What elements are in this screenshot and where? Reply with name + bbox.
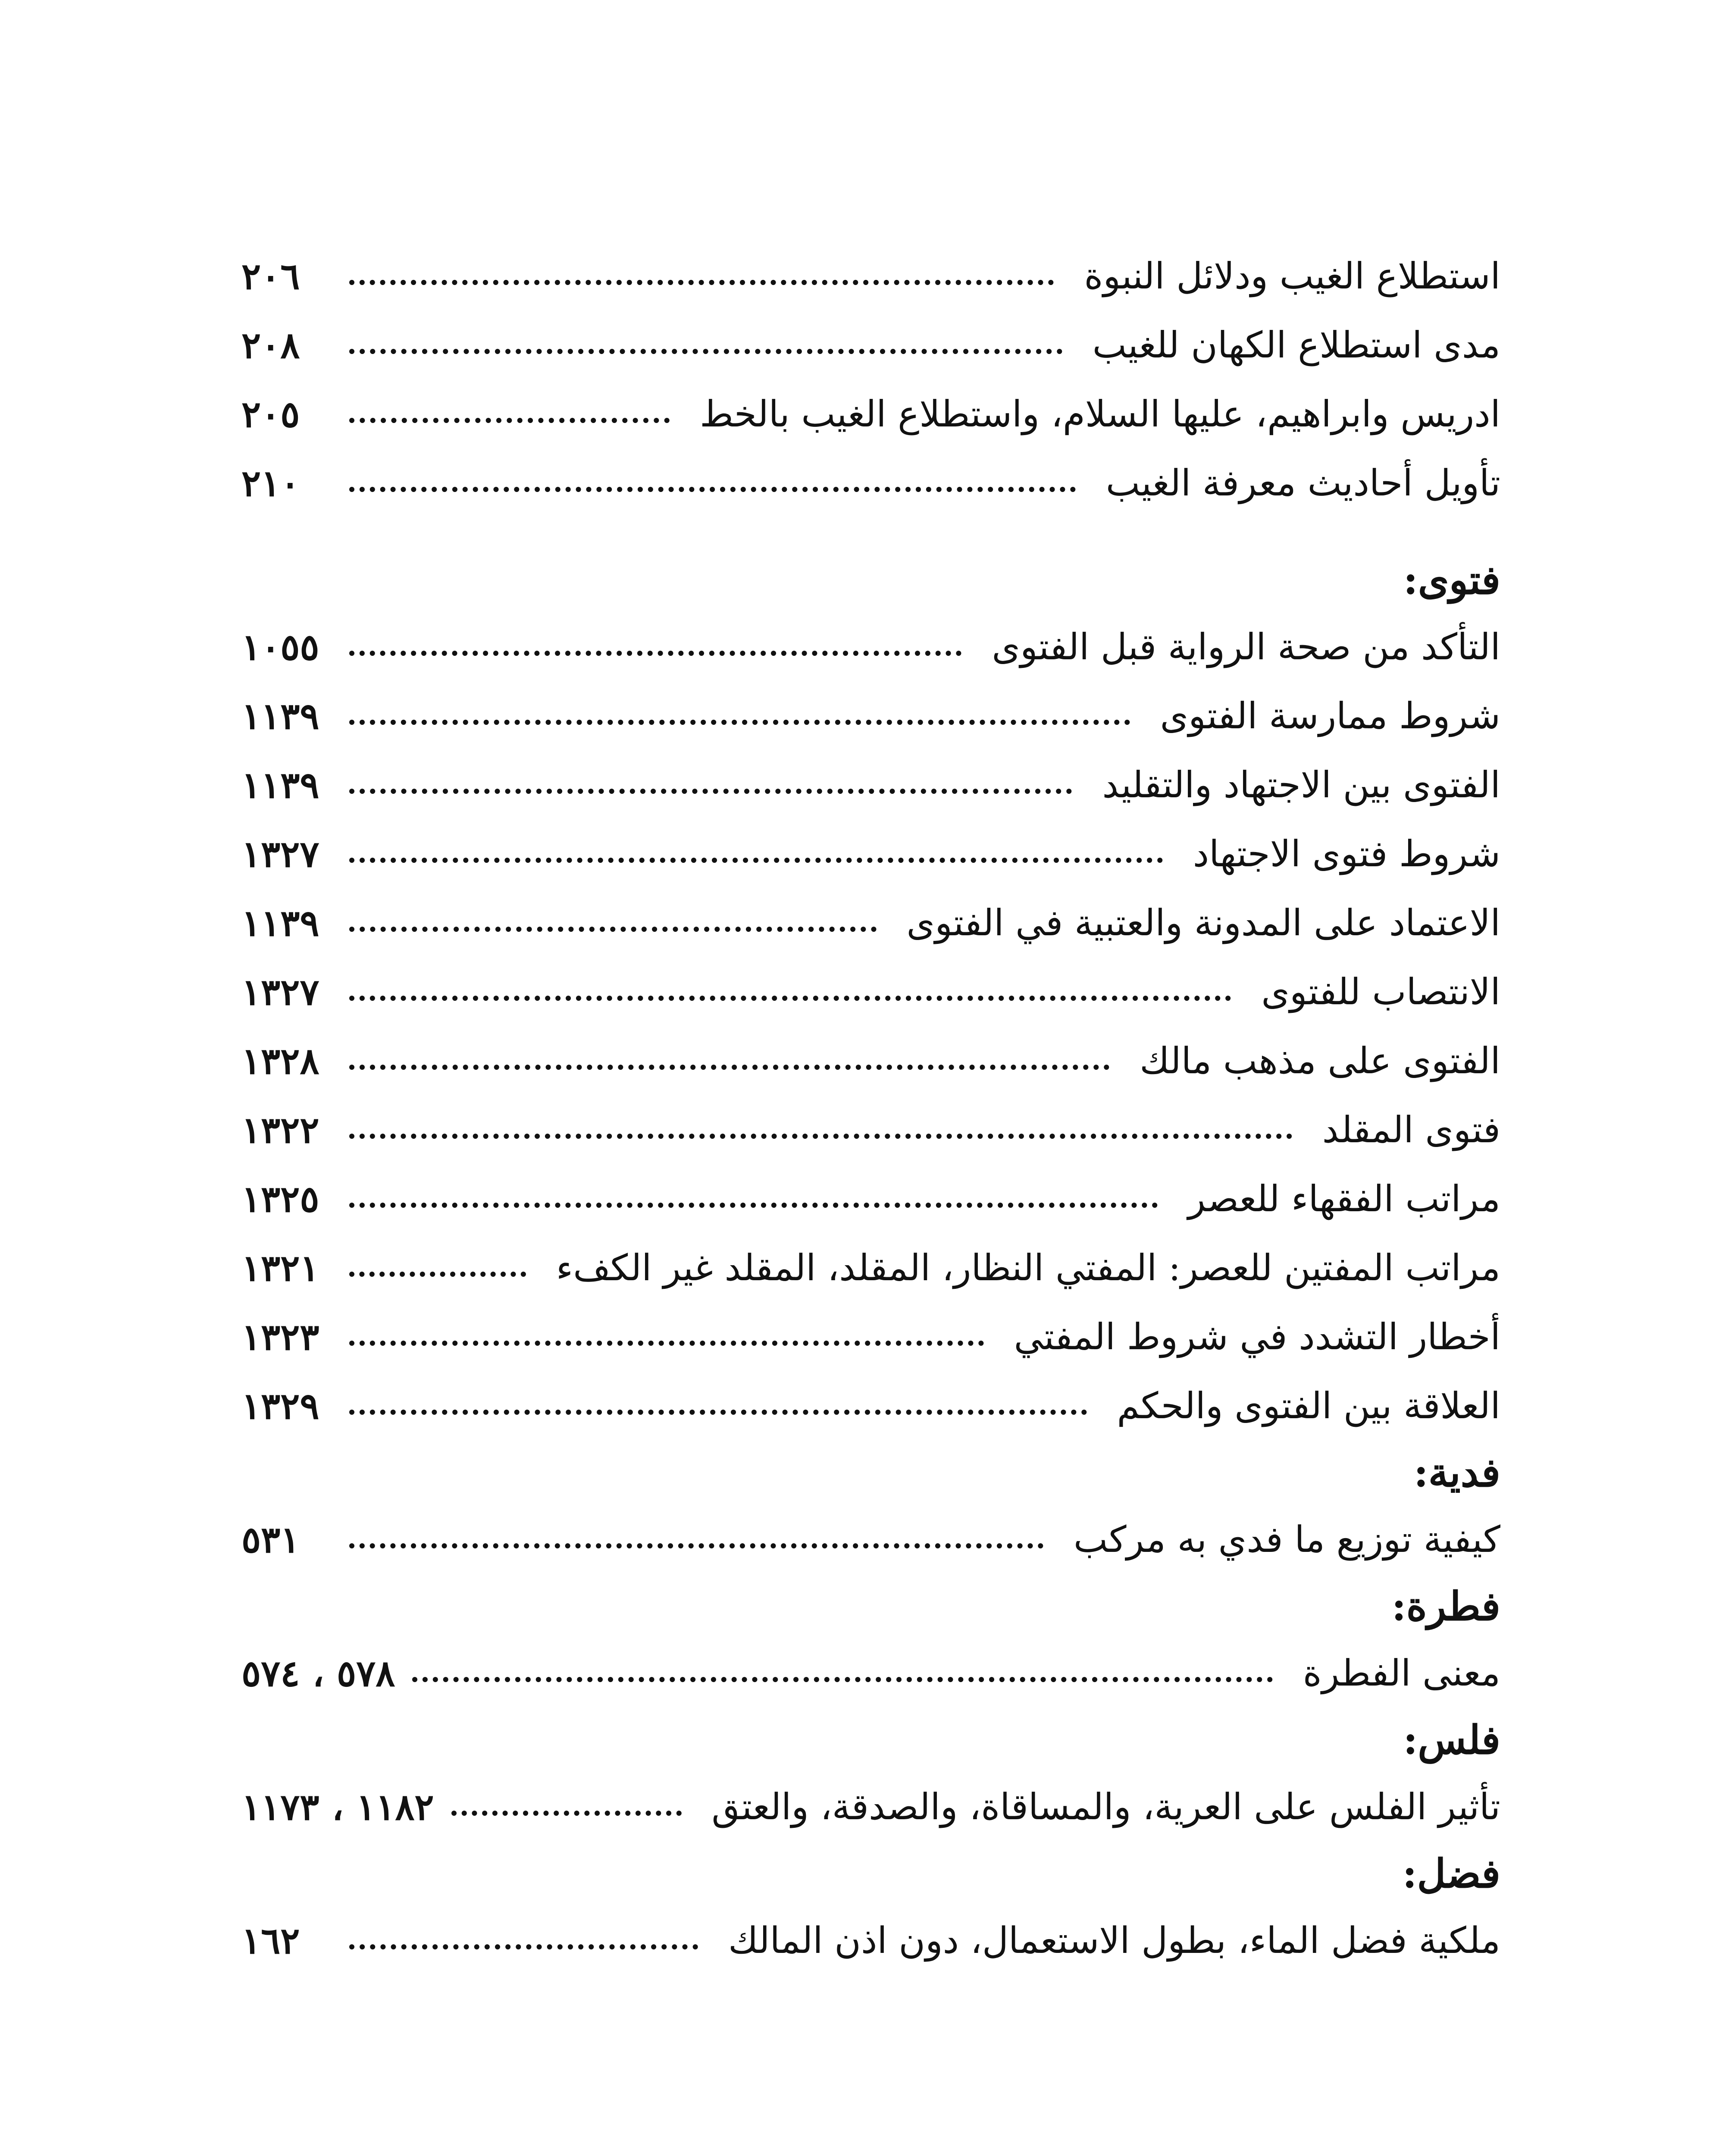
index-entry [241, 379, 1500, 448]
dot-leader [349, 1543, 1043, 1548]
entry-title: مراتب الفقهاء للعصر [1188, 1178, 1500, 1220]
dot-leader [349, 720, 1130, 725]
entry-title: مراتب المفتين للعصر: المفتي النظار، المقلد، المقلد غير الكفء [556, 1247, 1500, 1289]
entry-pages: ١١٨٢ ، ١١٧٣ [241, 1785, 434, 1828]
intro-entries [241, 241, 1500, 517]
entry-pages: ١١٣٩ [241, 694, 319, 737]
entry-title: شروط ممارسة الفتوى [1160, 695, 1500, 737]
index-entry [241, 888, 1500, 957]
section-heading: فدية: [1413, 1449, 1500, 1496]
dot-leader [349, 1134, 1292, 1139]
dot-leader [349, 1065, 1109, 1070]
section-heading: فتوى: [1403, 557, 1500, 603]
section-heading: فطرة: [1391, 1583, 1500, 1630]
section-fals [241, 1708, 1500, 1841]
entry-title: كيفية توزيع ما فدي به مركب [1074, 1518, 1500, 1561]
dot-leader [349, 927, 877, 932]
index-entry [241, 1371, 1500, 1440]
entry-pages: ١٣٢٢ [241, 1108, 319, 1151]
entry-pages: ١٣٢٩ [241, 1384, 319, 1427]
dot-leader [349, 1944, 698, 1949]
entry-title: تأثير الفلس على العرية، والمساقاة، والصدقة، والعتق [711, 1786, 1500, 1828]
dot-leader [349, 1272, 526, 1277]
dot-leader [451, 1811, 682, 1816]
entry-pages: ٢٠٥ [241, 392, 300, 436]
entry-pages: ٢٠٨ [241, 323, 300, 367]
entry-title: العلاقة بين الفتوى والحكم [1117, 1385, 1500, 1427]
entry-title: تأويل أحاديث معرفة الغيب [1105, 462, 1500, 504]
index-entry [241, 819, 1500, 888]
entry-pages: ١١٣٩ [241, 763, 319, 806]
section-fitra [241, 1574, 1500, 1708]
entry-pages: ٢٠٦ [241, 254, 300, 298]
index-entry [241, 1906, 1500, 1975]
entry-title: مدى استطلاع الكهان للغيب [1092, 324, 1500, 366]
entry-title: ملكية فضل الماء، بطول الاستعمال، دون اذن المالك [728, 1919, 1500, 1962]
entry-title: التأكد من صحة الرواية قبل الفتوى [992, 626, 1500, 668]
index-entry [241, 310, 1500, 379]
entry-pages: ١٣٢٥ [241, 1177, 319, 1220]
entry-title: الفتوى بين الاجتهاد والتقليد [1102, 764, 1500, 806]
entry-pages: ١١٣٩ [241, 901, 319, 944]
entry-title: الاعتماد على المدونة والعتبية في الفتوى [906, 902, 1500, 944]
index-entry [241, 1095, 1500, 1164]
index-entry [241, 1639, 1500, 1708]
dot-leader [349, 858, 1163, 863]
section-fadl [241, 1841, 1500, 1975]
index-entry [241, 241, 1500, 310]
entry-pages: ١٣٢٣ [241, 1315, 319, 1358]
index-entry [241, 612, 1500, 681]
index-entry [241, 1505, 1500, 1574]
entry-pages: ١٦٢ [241, 1919, 300, 1962]
index-entry [241, 1026, 1500, 1095]
dot-leader [349, 487, 1076, 492]
entry-pages: ١٣٢٧ [241, 832, 319, 875]
entry-pages: ١٣٢٧ [241, 970, 319, 1013]
entry-pages: ١٠٥٥ [241, 625, 319, 668]
entry-pages: ٥٧٨ ، ٥٧٤ [241, 1651, 395, 1695]
entry-pages: ٥٣١ [241, 1518, 300, 1561]
entry-title: الانتصاب للفتوى [1261, 971, 1500, 1013]
dot-leader [349, 1341, 984, 1346]
dot-leader [349, 1203, 1158, 1208]
entry-title: الفتوى على مذهب مالك [1140, 1040, 1500, 1082]
dot-leader [349, 418, 670, 423]
entry-pages: ١٣٢١ [241, 1246, 319, 1289]
section-fidya [241, 1440, 1500, 1574]
dot-leader [412, 1677, 1272, 1682]
section-fatwa [241, 548, 1500, 1440]
entry-title: ادريس وابراهيم، عليها السلام، واستطلاع الغيب بالخط [700, 393, 1500, 435]
index-entry [241, 1772, 1500, 1841]
entry-pages: ١٣٢٨ [241, 1039, 319, 1082]
entry-title: أخطار التشدد في شروط المفتي [1014, 1316, 1500, 1358]
dot-leader [349, 1410, 1087, 1415]
index-entry [241, 1164, 1500, 1233]
section-heading: فلس: [1403, 1717, 1500, 1763]
index-entry [241, 448, 1500, 517]
index-page [241, 241, 1500, 2156]
section-heading: فضل: [1402, 1850, 1500, 1897]
index-entry [241, 750, 1500, 819]
entry-title: فتوى المقلد [1322, 1109, 1500, 1151]
entry-title: شروط فتوى الاجتهاد [1193, 833, 1500, 875]
entry-title: استطلاع الغيب ودلائل النبوة [1084, 255, 1500, 297]
index-entry [241, 1233, 1500, 1302]
index-entry [241, 957, 1500, 1026]
dot-leader [349, 349, 1062, 354]
entry-pages: ٢١٠ [241, 461, 300, 505]
section-gap [241, 517, 1500, 548]
index-entry [241, 681, 1500, 750]
dot-leader [349, 789, 1072, 794]
dot-leader [349, 996, 1231, 1001]
dot-leader [349, 280, 1054, 285]
dot-leader [349, 651, 961, 656]
entry-title: معنى الفطرة [1303, 1652, 1500, 1694]
index-entry [241, 1302, 1500, 1371]
